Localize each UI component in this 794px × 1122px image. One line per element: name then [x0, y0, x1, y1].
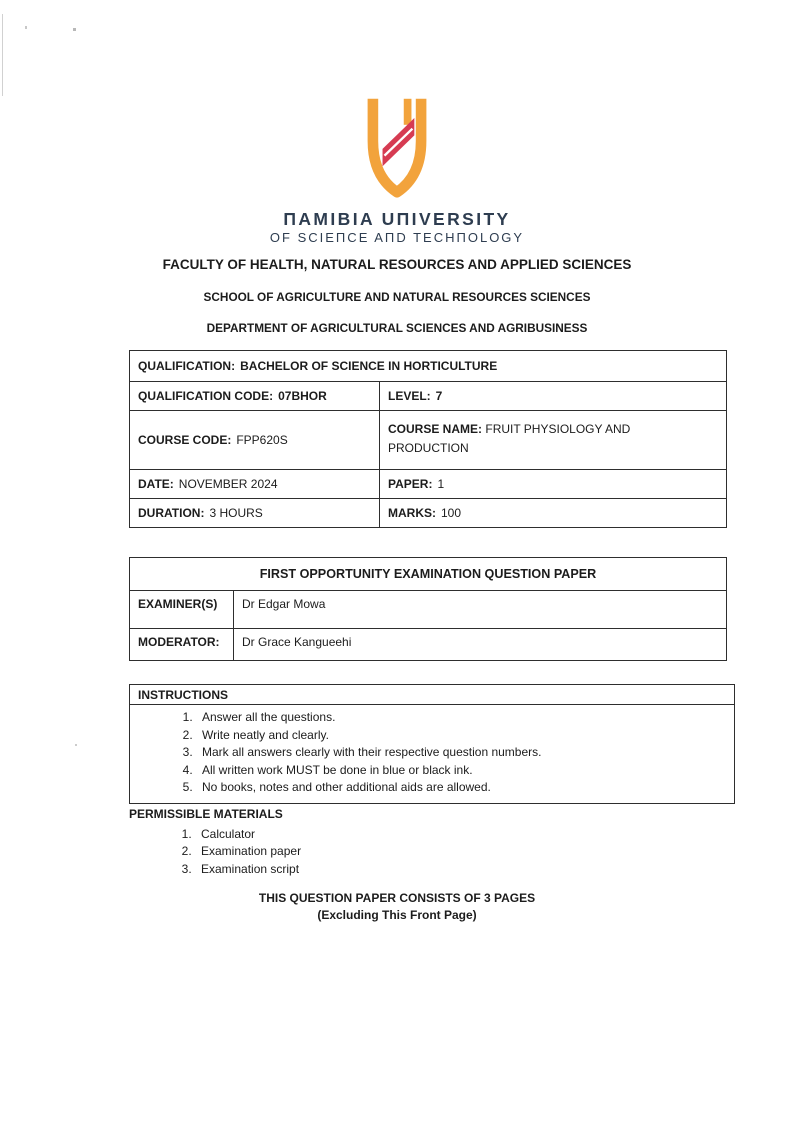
qualification-label: QUALIFICATION: — [138, 359, 236, 373]
list-item: 1. Calculator — [195, 826, 794, 844]
examiner-label: EXAMINER(S) — [138, 597, 218, 611]
pages-note-sub: (Excluding This Front Page) — [317, 908, 477, 922]
scan-artifact — [2, 14, 3, 96]
paper-label: PAPER: — [388, 477, 433, 491]
list-item: 4. All written work MUST be done in blue or black ink. — [196, 762, 734, 780]
instructions-box — [129, 684, 735, 804]
university-name: ΠAMIBIA UΠIVERSITY — [283, 209, 511, 229]
instructions-title: INSTRUCTIONS — [130, 685, 734, 705]
qualification-code-value: 07BHOR — [278, 389, 327, 403]
university-subtitle: OF SCIEΠCE AΠD TECHΠOLOGY — [269, 230, 525, 245]
moderator-value: Dr Grace Kangueehi — [233, 629, 726, 660]
level-cell — [379, 382, 726, 410]
permissible-materials-title: PERMISSIBLE MATERIALS — [129, 806, 283, 821]
scan-artifact — [25, 26, 27, 29]
list-item: 3. Mark all answers clearly with their respective question numbers. — [196, 744, 734, 762]
scan-artifact — [75, 744, 77, 746]
duration-value: 3 HOURS — [209, 506, 263, 520]
list-item: 2. Examination paper — [195, 843, 794, 861]
marks-cell — [379, 499, 726, 527]
duration-cell — [130, 499, 379, 527]
instructions-list — [130, 709, 734, 797]
university-logo-icon — [0, 93, 794, 204]
paper-cell — [379, 470, 726, 498]
paper-value: 1 — [437, 477, 445, 491]
date-label: DATE: — [138, 477, 174, 491]
faculty-title: FACULTY OF HEALTH, NATURAL RESOURCES AND APPLIED SCIENCES — [162, 257, 632, 272]
course-name-cell — [379, 411, 726, 469]
department-title: DEPARTMENT OF AGRICULTURAL SCIENCES AND AGRIBUSINESS — [206, 321, 588, 335]
qualification-code-label: QUALIFICATION CODE: — [138, 389, 274, 403]
level-label: LEVEL: — [388, 389, 431, 403]
pages-note: THIS QUESTION PAPER CONSISTS OF 3 PAGES — [258, 891, 536, 905]
course-name-label: COURSE NAME: — [388, 422, 483, 436]
date-value: NOVEMBER 2024 — [178, 477, 278, 491]
exam-paper-table — [129, 557, 727, 661]
list-item: 3. Examination script — [195, 861, 794, 879]
qualification-code-cell — [130, 382, 379, 410]
date-cell — [130, 470, 379, 498]
marks-label: MARKS: — [388, 506, 436, 520]
course-code-value: FPP620S — [236, 433, 288, 447]
permissible-materials-list — [129, 826, 794, 879]
list-item: 1. Answer all the questions. — [196, 709, 734, 727]
exam-paper-title: FIRST OPPORTUNITY EXAMINATION QUESTION PAPER — [259, 567, 597, 581]
school-title: SCHOOL OF AGRICULTURE AND NATURAL RESOURCES SCIENCES — [203, 290, 591, 304]
course-code-cell — [130, 411, 379, 469]
course-info-table — [129, 350, 727, 528]
course-code-label: COURSE CODE: — [138, 433, 232, 447]
examiner-value: Dr Edgar Mowa — [233, 591, 726, 628]
qualification-value: BACHELOR OF SCIENCE IN HORTICULTURE — [240, 359, 498, 373]
level-value: 7 — [435, 389, 443, 403]
marks-value: 100 — [441, 506, 462, 520]
list-item: 5. No books, notes and other additional aids are allowed. — [196, 779, 734, 797]
qualification-cell — [130, 351, 726, 381]
moderator-label: MODERATOR: — [138, 635, 220, 649]
course-name-value: FRUIT PHYSIOLOGY AND PRODUCTION — [388, 422, 631, 455]
list-item: 2. Write neatly and clearly. — [196, 727, 734, 745]
scan-artifact — [73, 28, 76, 31]
duration-label: DURATION: — [138, 506, 205, 520]
